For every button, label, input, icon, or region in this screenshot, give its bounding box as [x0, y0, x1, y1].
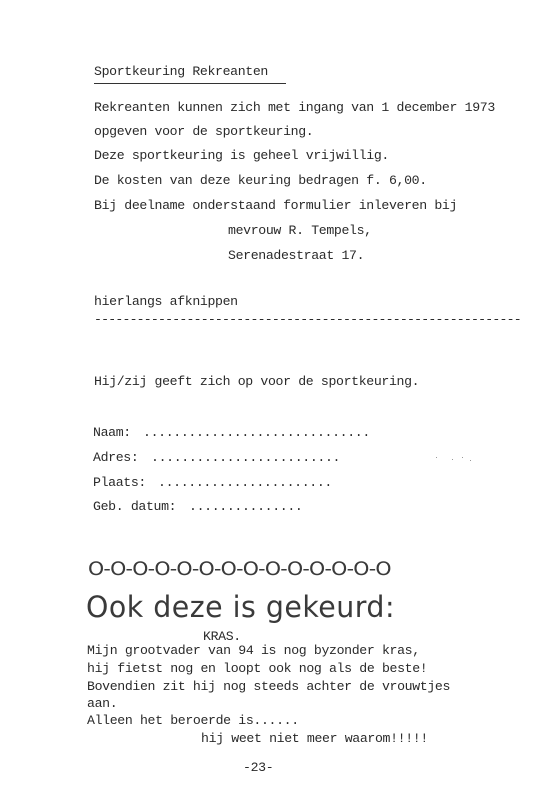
field-label: Geb. datum: — [93, 499, 177, 514]
announcement-line: De kosten van deze keuring bedragen f. 6,00. — [94, 173, 427, 188]
field-label: Adres: — [93, 450, 139, 465]
cut-dashed-line: ------------------------------------------------------------ — [94, 313, 521, 327]
joke-line: Bovendien zit hij nog steeds achter de vrouwtjes — [87, 679, 451, 694]
joke-line: Alleen het beroerde is...... — [87, 713, 299, 728]
joke-punchline: hij weet niet meer waarom!!!!! — [201, 731, 428, 746]
announcement-line: Deze sportkeuring is geheel vrijwillig. — [94, 148, 389, 163]
form-intro: Hij/zij geeft zich op voor de sportkeuring. — [94, 374, 420, 389]
announcement-line: Rekreanten kunnen zich met ingang van 1 december 1973 — [94, 100, 495, 115]
handwritten-heading: Ook deze is gekeurd: — [86, 590, 396, 624]
joke-line: hij fietst nog en loopt ook nog als de beste! — [87, 661, 428, 676]
field-dots: ......................... — [151, 450, 341, 465]
title-underline — [94, 83, 286, 84]
page-title: Sportkeuring Rekreanten — [94, 64, 268, 79]
paper-speck — [470, 460, 471, 461]
cut-label: hierlangs afknippen — [94, 294, 238, 309]
joke-subtitle: KRAS. — [203, 629, 241, 644]
joke-line: aan. — [87, 696, 118, 711]
joke-line: Mijn grootvader van 94 is nog byzonder kras, — [87, 643, 420, 658]
contact-address: Serenadestraat 17. — [228, 248, 365, 263]
paper-speck — [452, 459, 453, 460]
field-dots: ....................... — [158, 475, 332, 490]
ornamental-divider: O-O-O-O-O-O-O-O-O-O-O-O-O-O — [88, 558, 391, 580]
field-dots: .............................. — [143, 425, 370, 440]
announcement-line: opgeven voor de sportkeuring. — [94, 124, 314, 139]
field-label: Naam: — [93, 425, 131, 440]
field-dots: ............... — [189, 499, 303, 514]
contact-name: mevrouw R. Tempels, — [228, 223, 372, 238]
page-number: -23- — [243, 760, 274, 775]
paper-speck — [436, 457, 437, 458]
field-label: Plaats: — [93, 475, 146, 490]
announcement-line: Bij deelname onderstaand formulier inleveren bij — [94, 198, 458, 213]
paper-speck — [462, 457, 463, 458]
